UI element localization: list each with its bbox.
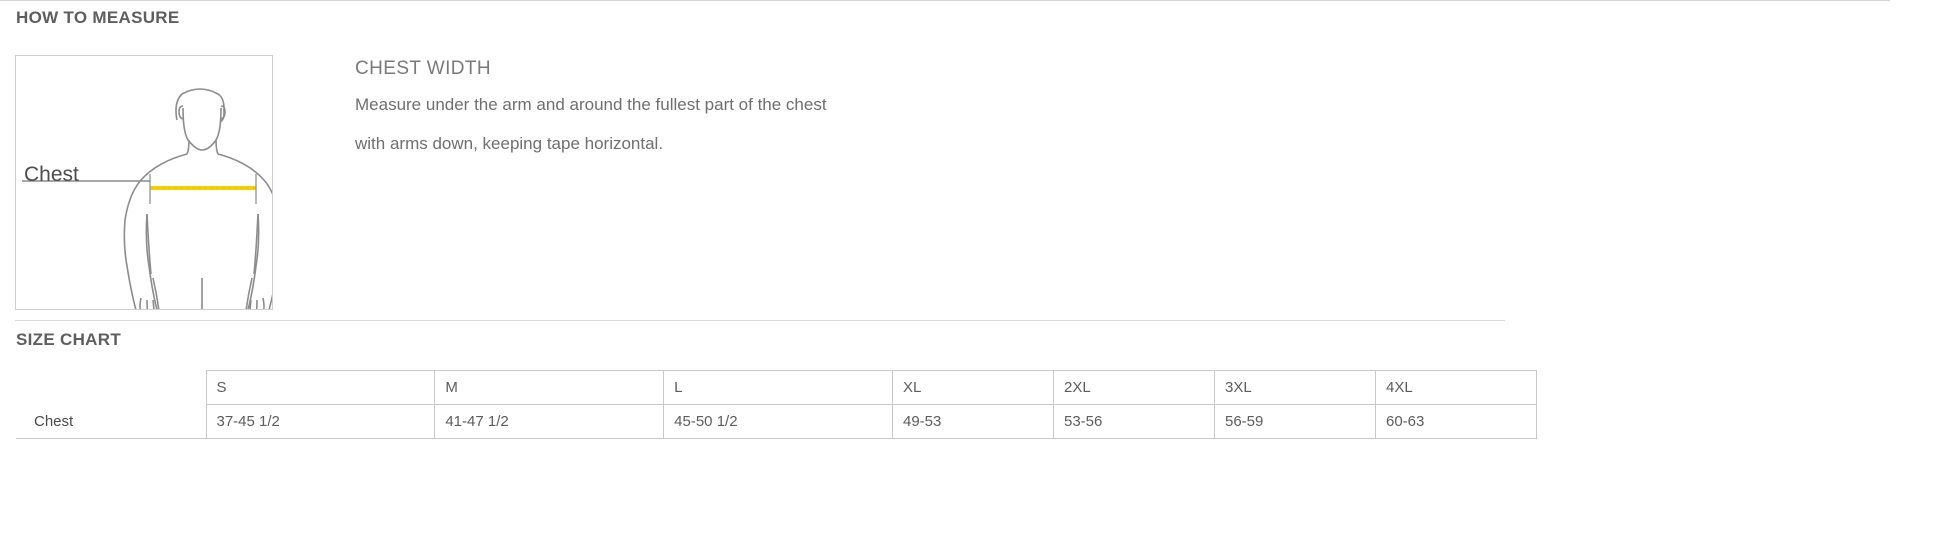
chest-label: Chest [24,163,79,186]
header-corner [16,371,206,405]
table-header-row [16,371,1537,405]
how-to-measure-heading: HOW TO MEASURE [16,8,180,27]
description-line-1: Measure under the arm and around the fullest part of the chest [355,95,827,114]
header-col-2xl: 2XL [1053,371,1214,405]
cell-chest-2xl: 53-56 [1053,405,1214,439]
header-col-3xl: 3XL [1214,371,1375,405]
measurement-description [355,58,1455,174]
description-title: CHEST WIDTH [355,58,491,79]
cell-chest-xl: 49-53 [892,405,1053,439]
header-col-xl: XL [892,371,1053,405]
size-chart-table [16,370,1537,439]
cell-chest-4xl: 60-63 [1375,405,1536,439]
header-col-4xl: 4XL [1375,371,1536,405]
cell-chest-m: 41-47 1/2 [435,405,664,439]
cell-chest-l: 45-50 1/2 [664,405,893,439]
table-row [16,405,1537,439]
size-chart-heading: SIZE CHART [16,330,121,349]
row-label-chest: Chest [16,405,206,439]
cell-chest-3xl: 56-59 [1214,405,1375,439]
cell-chest-s: 37-45 1/2 [206,405,435,439]
header-col-l: L [664,371,893,405]
header-col-s: S [206,371,435,405]
section-divider [15,320,1505,321]
top-divider [0,0,1890,1]
header-col-m: M [435,371,664,405]
description-line-2: with arms down, keeping tape horizontal. [355,134,664,153]
